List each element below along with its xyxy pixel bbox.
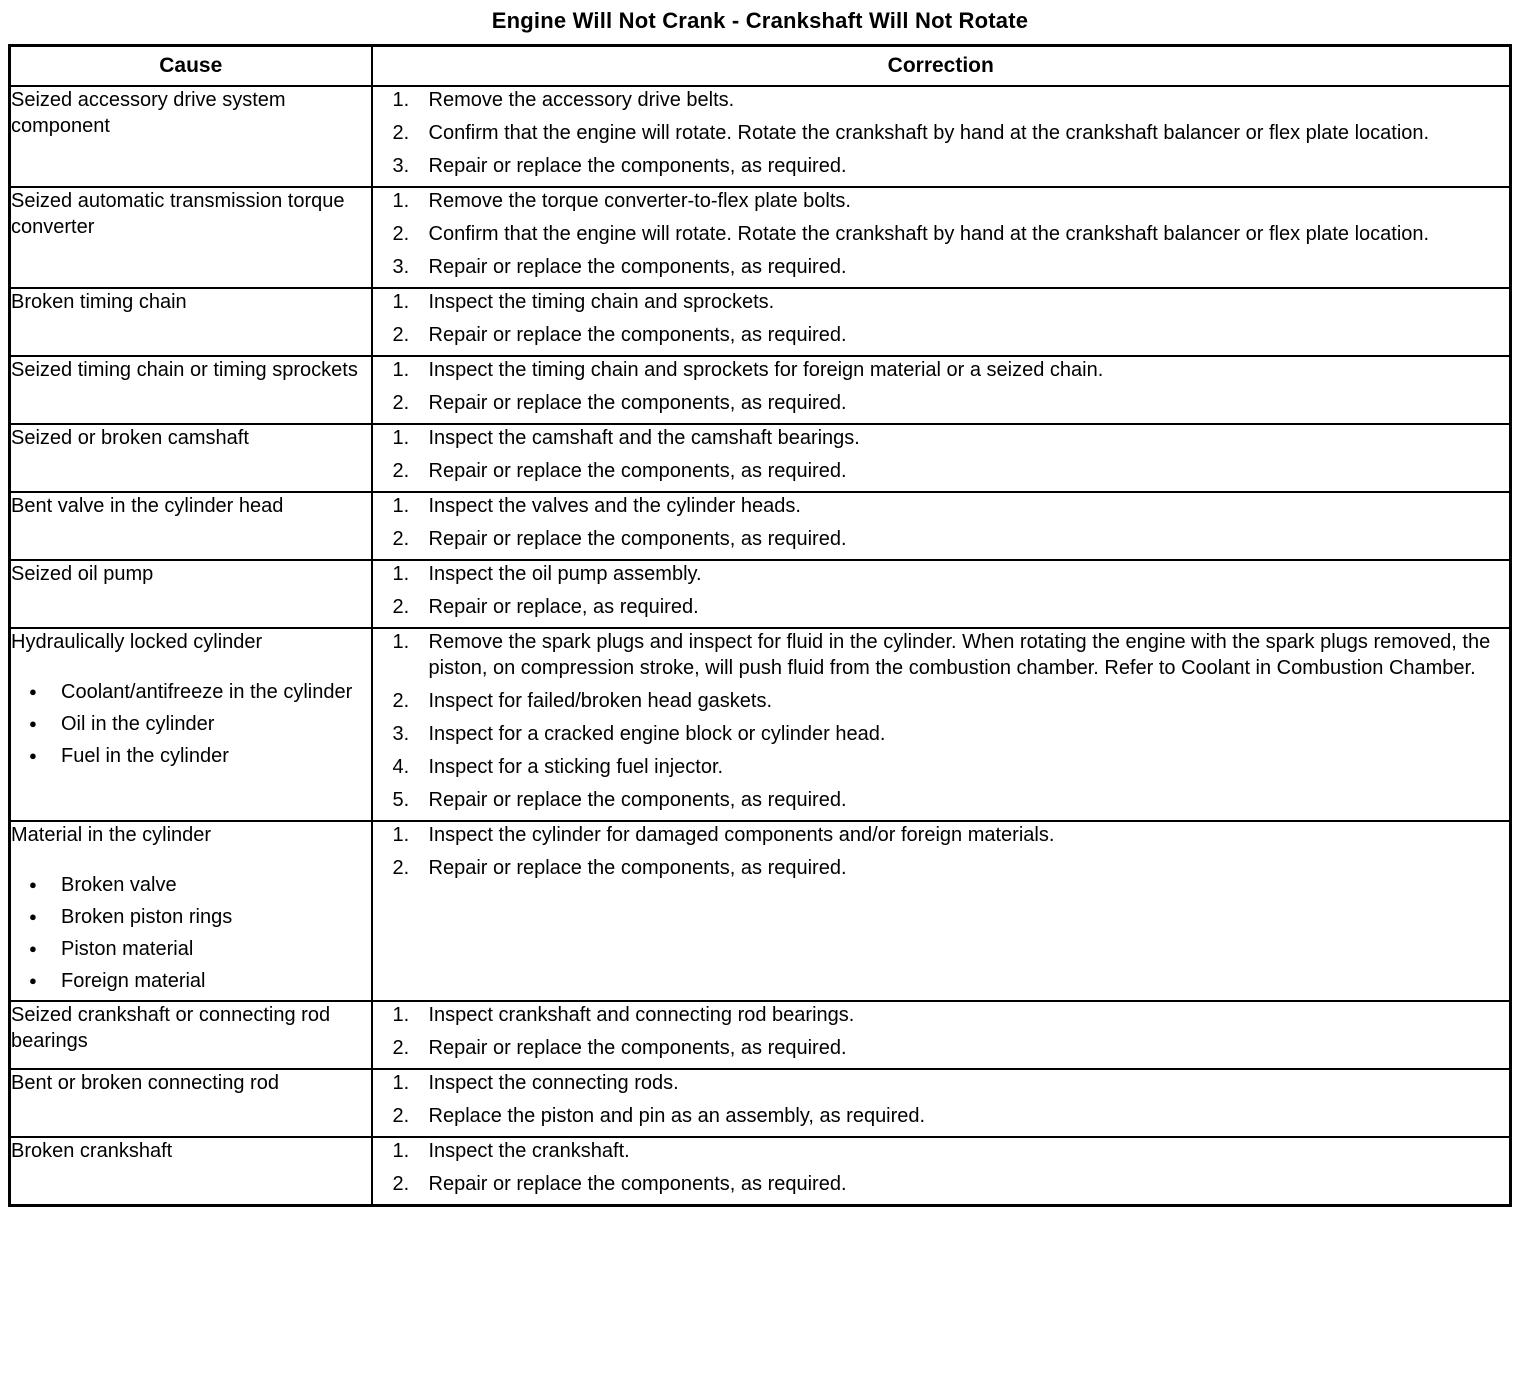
correction-step [373, 221, 1510, 247]
bullet-text: Broken valve [61, 874, 177, 896]
cause-text: Hydraulically locked cylinder [11, 631, 263, 653]
step-text: Inspect crankshaft and connecting rod bearings. [428, 1004, 855, 1026]
step-text: Inspect the crankshaft. [428, 1140, 630, 1162]
step-number: 2. [392, 528, 410, 550]
correction-cell [372, 492, 1511, 560]
cause-text: Seized crankshaft or connecting rod bearings [11, 1004, 331, 1052]
correction-step [373, 787, 1510, 813]
correction-step [373, 822, 1510, 848]
cause-bullet-list [11, 679, 371, 769]
step-number: 3. [392, 256, 410, 278]
cause-text: Seized or broken camshaft [11, 427, 249, 449]
correction-step [373, 120, 1510, 146]
table-row [10, 356, 1511, 424]
step-text: Replace the piston and pin as an assembly, as required. [428, 1105, 926, 1127]
list-item [11, 968, 371, 994]
bullet-text: Oil in the cylinder [61, 713, 215, 735]
step-number: 4. [392, 756, 410, 778]
step-text: Inspect for failed/broken head gaskets. [428, 690, 773, 712]
correction-step [373, 289, 1510, 315]
step-number: 1. [392, 495, 410, 517]
correction-step [373, 855, 1510, 881]
header-row [10, 46, 1511, 87]
table-row [10, 560, 1511, 628]
cause-cell [10, 187, 372, 288]
correction-cell [372, 1137, 1511, 1206]
step-text: Repair or replace the components, as required. [428, 1037, 847, 1059]
table-row [10, 1001, 1511, 1069]
step-text: Remove the torque converter-to-flex plate bolts. [428, 190, 851, 212]
step-number: 2. [392, 460, 410, 482]
step-text: Inspect the connecting rods. [428, 1072, 679, 1094]
bullet-icon: ● [29, 877, 37, 892]
step-text: Repair or replace, as required. [428, 596, 699, 618]
table-row [10, 288, 1511, 356]
step-text: Confirm that the engine will rotate. Rotate the crankshaft by hand at the crankshaft balancer or flex plate location. [428, 122, 1430, 144]
step-number: 1. [392, 359, 410, 381]
bullet-text: Fuel in the cylinder [61, 745, 229, 767]
table-row [10, 492, 1511, 560]
step-number: 1. [392, 89, 410, 111]
bullet-icon: ● [29, 748, 37, 763]
correction-cell [372, 356, 1511, 424]
step-number: 2. [392, 223, 410, 245]
cause-cell [10, 821, 372, 1001]
step-text: Inspect the camshaft and the camshaft bearings. [428, 427, 860, 449]
step-number: 1. [392, 427, 410, 449]
step-text: Confirm that the engine will rotate. Rotate the crankshaft by hand at the crankshaft balancer or flex plate location. [428, 223, 1430, 245]
list-item [11, 679, 371, 705]
correction-step [373, 425, 1510, 451]
cause-text: Bent or broken connecting rod [11, 1072, 279, 1094]
cause-text: Seized accessory drive system component [11, 89, 286, 137]
correction-step [373, 594, 1510, 620]
bullet-text: Coolant/antifreeze in the cylinder [61, 681, 353, 703]
correction-step [373, 754, 1510, 780]
step-text: Repair or replace the components, as required. [428, 256, 847, 278]
correction-step [373, 561, 1510, 587]
cause-cell [10, 86, 372, 187]
step-text: Remove the spark plugs and inspect for fluid in the cylinder. When rotating the engine with the spark plugs removed, the piston, on compression stroke, will push fluid from the combustion chamber. Refer to Coolant in Combustion Chamber. [428, 631, 1491, 679]
table-row [10, 1069, 1511, 1137]
step-number: 2. [392, 392, 410, 414]
step-text: Repair or replace the components, as required. [428, 1173, 847, 1195]
correction-step [373, 1103, 1510, 1129]
cause-text: Material in the cylinder [11, 824, 212, 846]
bullet-text: Piston material [61, 938, 194, 960]
step-number: 2. [392, 122, 410, 144]
step-text: Repair or replace the components, as required. [428, 857, 847, 879]
page-title: Engine Will Not Crank - Crankshaft Will Not Rotate [491, 8, 1029, 33]
bullet-text: Broken piston rings [61, 906, 233, 928]
cause-cell [10, 424, 372, 492]
step-text: Inspect the cylinder for damaged components and/or foreign materials. [428, 824, 1055, 846]
correction-cell [372, 560, 1511, 628]
cause-cell [10, 560, 372, 628]
correction-step [373, 188, 1510, 214]
list-item [11, 904, 371, 930]
table-row [10, 821, 1511, 1001]
bullet-icon: ● [29, 909, 37, 924]
table-row [10, 187, 1511, 288]
table-row [10, 424, 1511, 492]
step-text: Inspect for a cracked engine block or cylinder head. [428, 723, 886, 745]
correction-step [373, 526, 1510, 552]
step-number: 5. [392, 789, 410, 811]
cause-cell [10, 288, 372, 356]
step-text: Repair or replace the components, as required. [428, 324, 847, 346]
cause-text: Seized automatic transmission torque converter [11, 190, 345, 238]
step-number: 2. [392, 690, 410, 712]
correction-step [373, 458, 1510, 484]
step-text: Repair or replace the components, as required. [428, 789, 847, 811]
correction-step [373, 87, 1510, 113]
step-text: Repair or replace the components, as required. [428, 392, 847, 414]
correction-step [373, 1035, 1510, 1061]
step-number: 1. [392, 291, 410, 313]
correction-cell [372, 628, 1511, 821]
cause-cell [10, 1069, 372, 1137]
correction-step [373, 1171, 1510, 1197]
cause-text: Seized timing chain or timing sprockets [11, 359, 358, 381]
step-number: 2. [392, 596, 410, 618]
correction-step [373, 322, 1510, 348]
step-number: 1. [392, 631, 410, 653]
correction-step [373, 1002, 1510, 1028]
cause-cell [10, 356, 372, 424]
correction-step [373, 254, 1510, 280]
table-row [10, 1137, 1511, 1206]
step-number: 2. [392, 324, 410, 346]
correction-cell [372, 288, 1511, 356]
step-number: 1. [392, 824, 410, 846]
step-number: 3. [392, 155, 410, 177]
list-item [11, 743, 371, 769]
correction-step [373, 153, 1510, 179]
cause-cell [10, 1001, 372, 1069]
correction-step [373, 629, 1510, 681]
step-number: 1. [392, 1072, 410, 1094]
cause-text: Bent valve in the cylinder head [11, 495, 284, 517]
cause-cell [10, 1137, 372, 1206]
correction-cell [372, 1069, 1511, 1137]
bullet-icon: ● [29, 941, 37, 956]
step-number: 1. [392, 1140, 410, 1162]
step-text: Inspect the timing chain and sprockets for foreign material or a seized chain. [428, 359, 1104, 381]
correction-cell [372, 424, 1511, 492]
step-number: 3. [392, 723, 410, 745]
step-text: Repair or replace the components, as required. [428, 460, 847, 482]
bullet-icon: ● [29, 973, 37, 988]
bullet-text: Foreign material [61, 970, 206, 992]
cause-bullet-list [11, 872, 371, 994]
cause-cell [10, 492, 372, 560]
correction-cell [372, 821, 1511, 1001]
correction-step [373, 357, 1510, 383]
header-cause: Cause [10, 46, 372, 87]
step-text: Repair or replace the components, as required. [428, 528, 847, 550]
table-row [10, 86, 1511, 187]
step-number: 2. [392, 1173, 410, 1195]
cause-text: Seized oil pump [11, 563, 154, 585]
bullet-icon: ● [29, 716, 37, 731]
step-text: Repair or replace the components, as required. [428, 155, 847, 177]
list-item [11, 711, 371, 737]
correction-step [373, 1070, 1510, 1096]
table-header [10, 46, 1511, 87]
step-number: 2. [392, 857, 410, 879]
step-number: 2. [392, 1105, 410, 1127]
step-text: Inspect the valves and the cylinder heads. [428, 495, 801, 517]
header-correction: Correction [372, 46, 1511, 87]
step-number: 1. [392, 190, 410, 212]
correction-cell [372, 86, 1511, 187]
correction-step [373, 688, 1510, 714]
correction-step [373, 1138, 1510, 1164]
step-text: Inspect for a sticking fuel injector. [428, 756, 724, 778]
bullet-icon: ● [29, 684, 37, 699]
table-body [10, 86, 1511, 1206]
cause-text: Broken timing chain [11, 291, 187, 313]
list-item [11, 872, 371, 898]
step-text: Inspect the timing chain and sprockets. [428, 291, 775, 313]
correction-cell [372, 187, 1511, 288]
step-number: 1. [392, 1004, 410, 1026]
correction-step [373, 721, 1510, 747]
cause-text: Broken crankshaft [11, 1140, 173, 1162]
list-item [11, 936, 371, 962]
correction-step [373, 493, 1510, 519]
diagnostic-table [8, 44, 1512, 1207]
correction-step [373, 390, 1510, 416]
table-row [10, 628, 1511, 821]
step-number: 2. [392, 1037, 410, 1059]
step-text: Remove the accessory drive belts. [428, 89, 735, 111]
cause-cell [10, 628, 372, 821]
step-number: 1. [392, 563, 410, 585]
correction-cell [372, 1001, 1511, 1069]
step-text: Inspect the oil pump assembly. [428, 563, 702, 585]
